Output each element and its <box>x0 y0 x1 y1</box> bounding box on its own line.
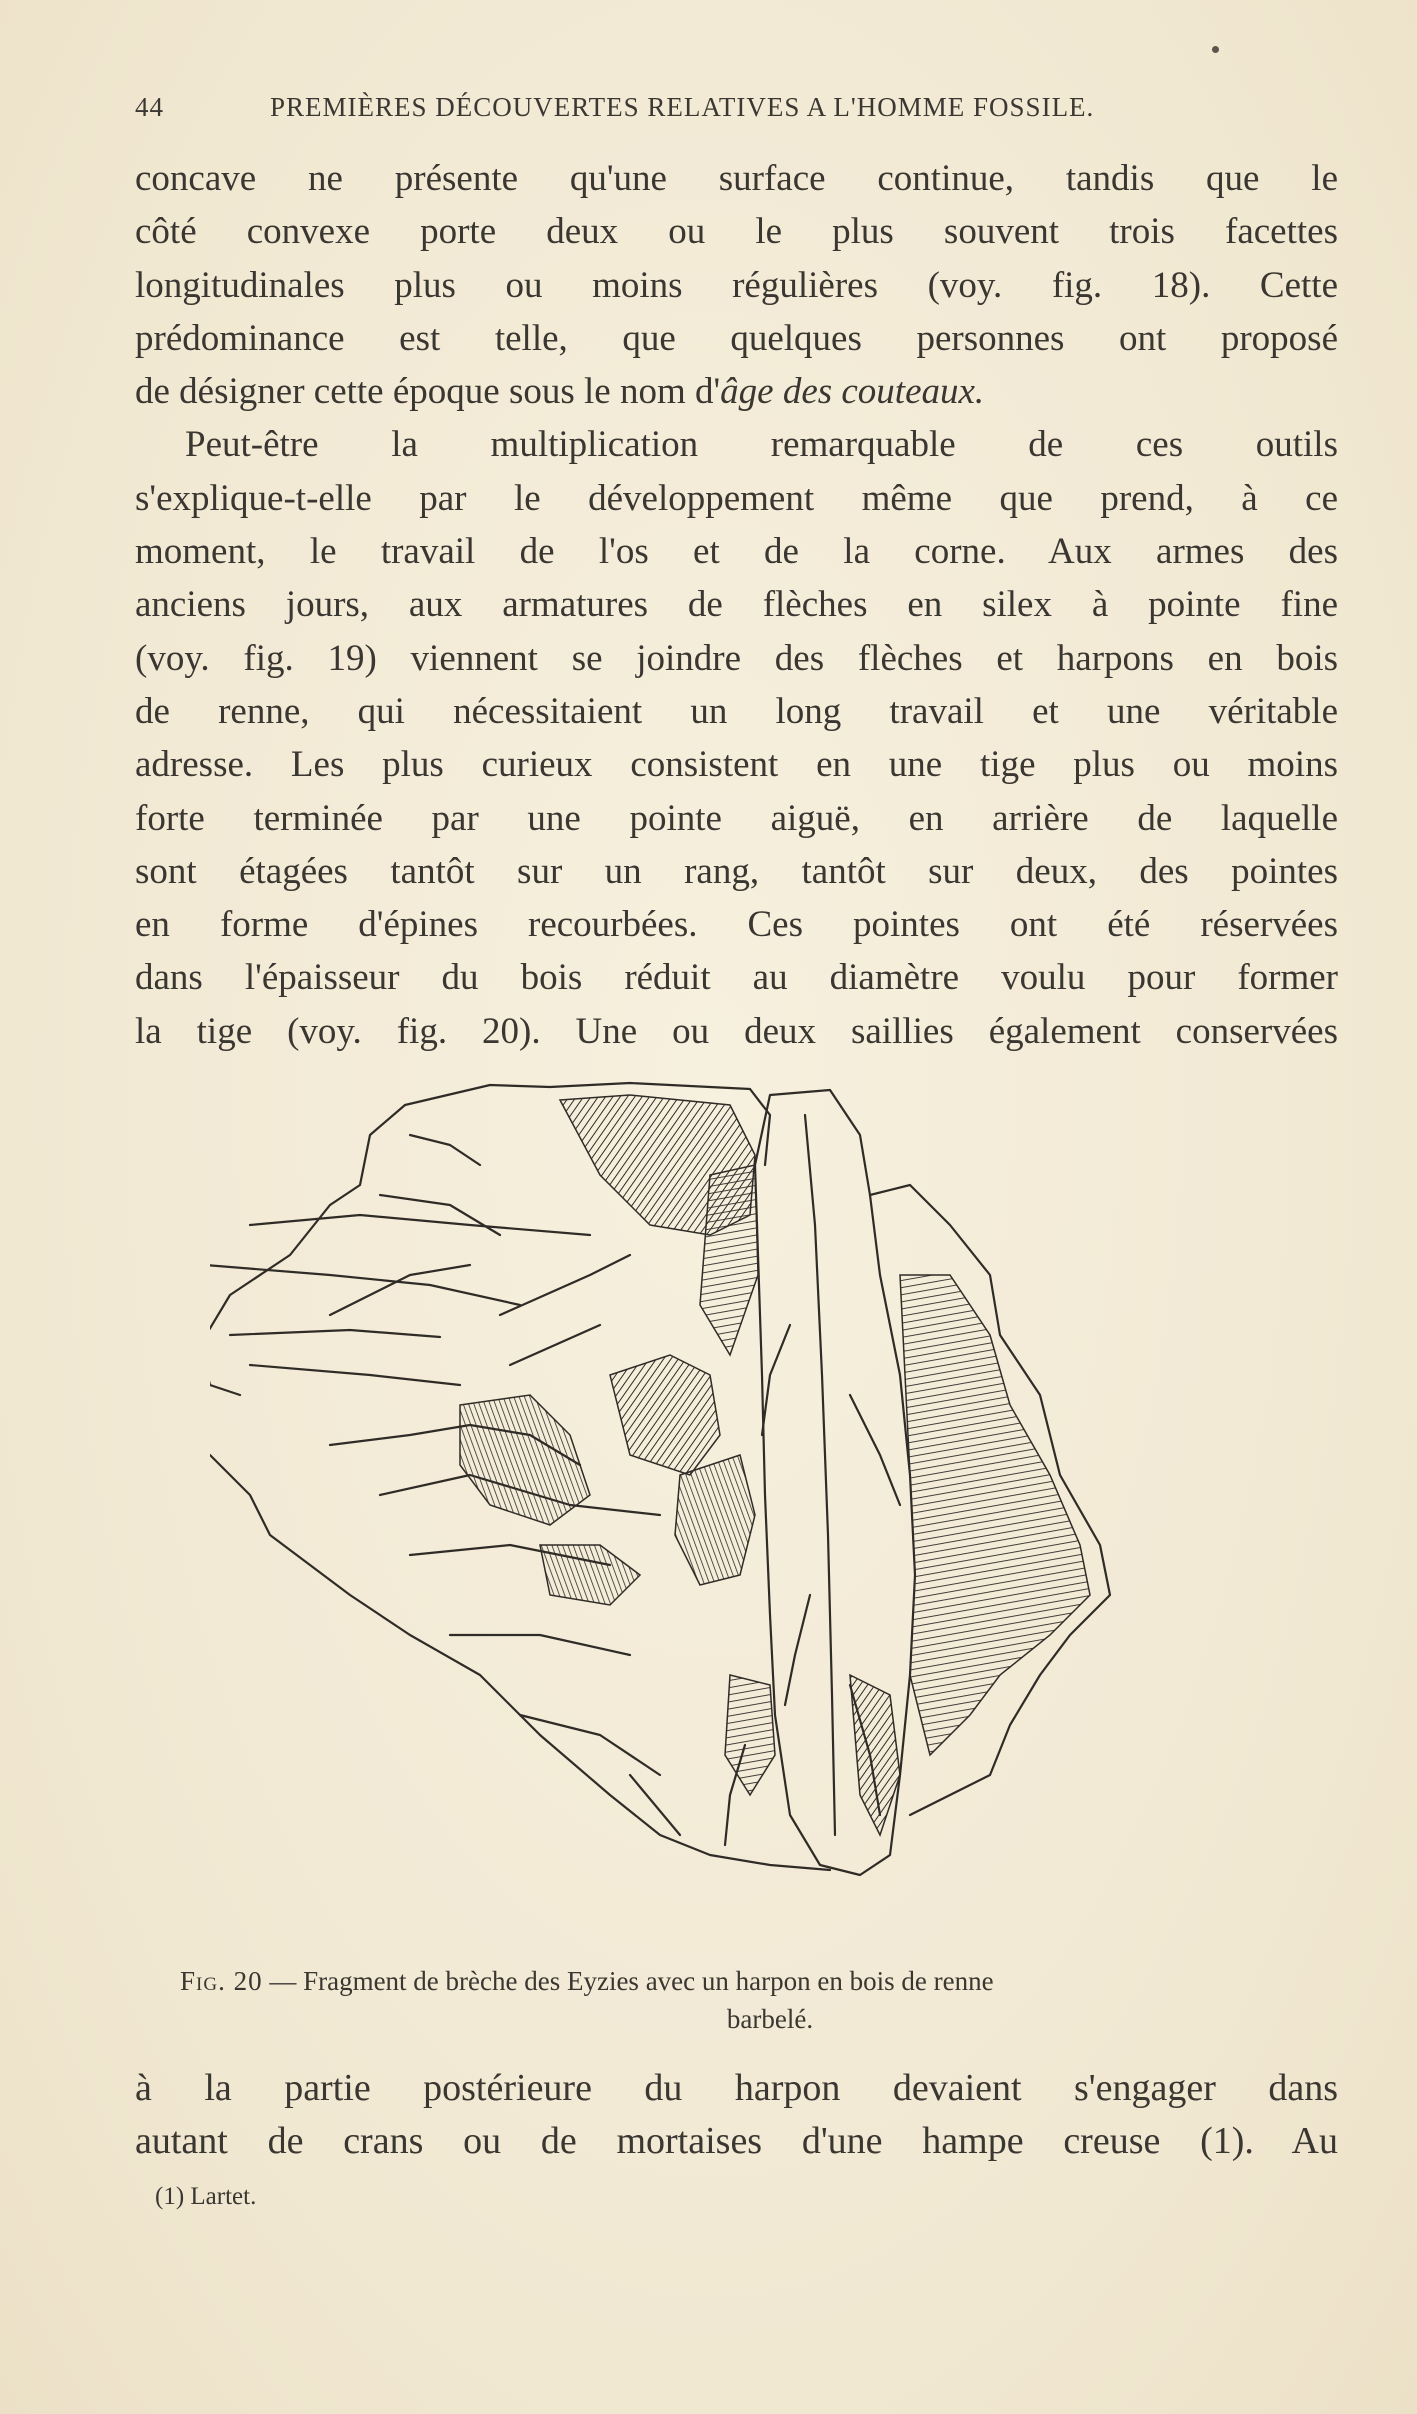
text-line: s'explique-t-elle par le développement même que prend, à ce <box>135 477 1338 519</box>
paragraph-2 <box>135 418 1338 1058</box>
paragraph-1 <box>135 152 1338 418</box>
text-line: autant de crans ou de mortaises d'une hampe creuse (1). Au <box>135 2120 1338 2163</box>
footnote: (1) Lartet. <box>155 2183 257 2210</box>
italic-term: âge des couteaux. <box>720 371 985 413</box>
text-line: côté convexe porte deux ou le plus souvent trois facettes <box>135 211 1338 253</box>
text-line-prefix: de désigner cette époque sous le nom d' <box>135 371 721 413</box>
paragraph-3 <box>135 2062 1338 2169</box>
text-line: forte terminée par une pointe aiguë, en arrière de laquelle <box>135 797 1338 839</box>
text-block-top <box>135 152 1338 1058</box>
caption-text: — Fragment de brèche des Eyzies avec un harpon en bois de renne <box>262 1966 994 1996</box>
figure-20-illustration <box>210 1075 1270 1955</box>
text-line: anciens jours, aux armatures de flèches en silex à pointe fine <box>135 584 1338 626</box>
breccia-harpoon-drawing <box>210 1075 1270 1955</box>
caption-line-1 <box>180 1962 1300 2000</box>
text-line: sont étagées tantôt sur un rang, tantôt sur deux, des pointes <box>135 850 1338 892</box>
text-line: concave ne présente qu'une surface continue, tandis que le <box>135 158 1338 199</box>
text-line: adresse. Les plus curieux consistent en une tige plus ou moins <box>135 744 1338 786</box>
page-number: 44 <box>135 92 164 122</box>
figure-caption <box>180 1962 1300 2038</box>
text-line: longitudinales plus ou moins régulières (voy. fig. 18). Cette <box>135 264 1338 306</box>
text-line: en forme d'épines recourbées. Ces pointes ont été réservées <box>135 904 1338 946</box>
figure-label: Fig. 20 <box>180 1966 263 1996</box>
print-speck <box>1212 46 1219 53</box>
text-line: (voy. fig. 19) viennent se joindre des flèches et harpons en bois <box>135 637 1338 679</box>
text-line: moment, le travail de l'os et de la corne. Aux armes des <box>135 531 1338 573</box>
text-line: à la partie postérieure du harpon devaient s'engager dans <box>135 2067 1338 2109</box>
running-header <box>135 92 1270 132</box>
text-line: Peut-être la multiplication remarquable de ces outils <box>185 424 1338 466</box>
text-line: dans l'épaisseur du bois réduit au diamètre voulu pour former <box>135 957 1338 999</box>
text-line: la tige (voy. fig. 20). Une ou deux saillies également conservées <box>135 1010 1338 1052</box>
caption-line-2: barbelé. <box>726 2004 814 2034</box>
running-title: PREMIÈRES DÉCOUVERTES RELATIVES A L'HOMME FOSSILE. <box>270 92 1095 122</box>
text-block-bottom <box>135 2062 1338 2169</box>
text-line: de renne, qui nécessitaient un long travail et une véritable <box>135 690 1338 732</box>
text-line <box>135 365 1338 418</box>
text-line: prédominance est telle, que quelques personnes ont proposé <box>135 317 1338 359</box>
